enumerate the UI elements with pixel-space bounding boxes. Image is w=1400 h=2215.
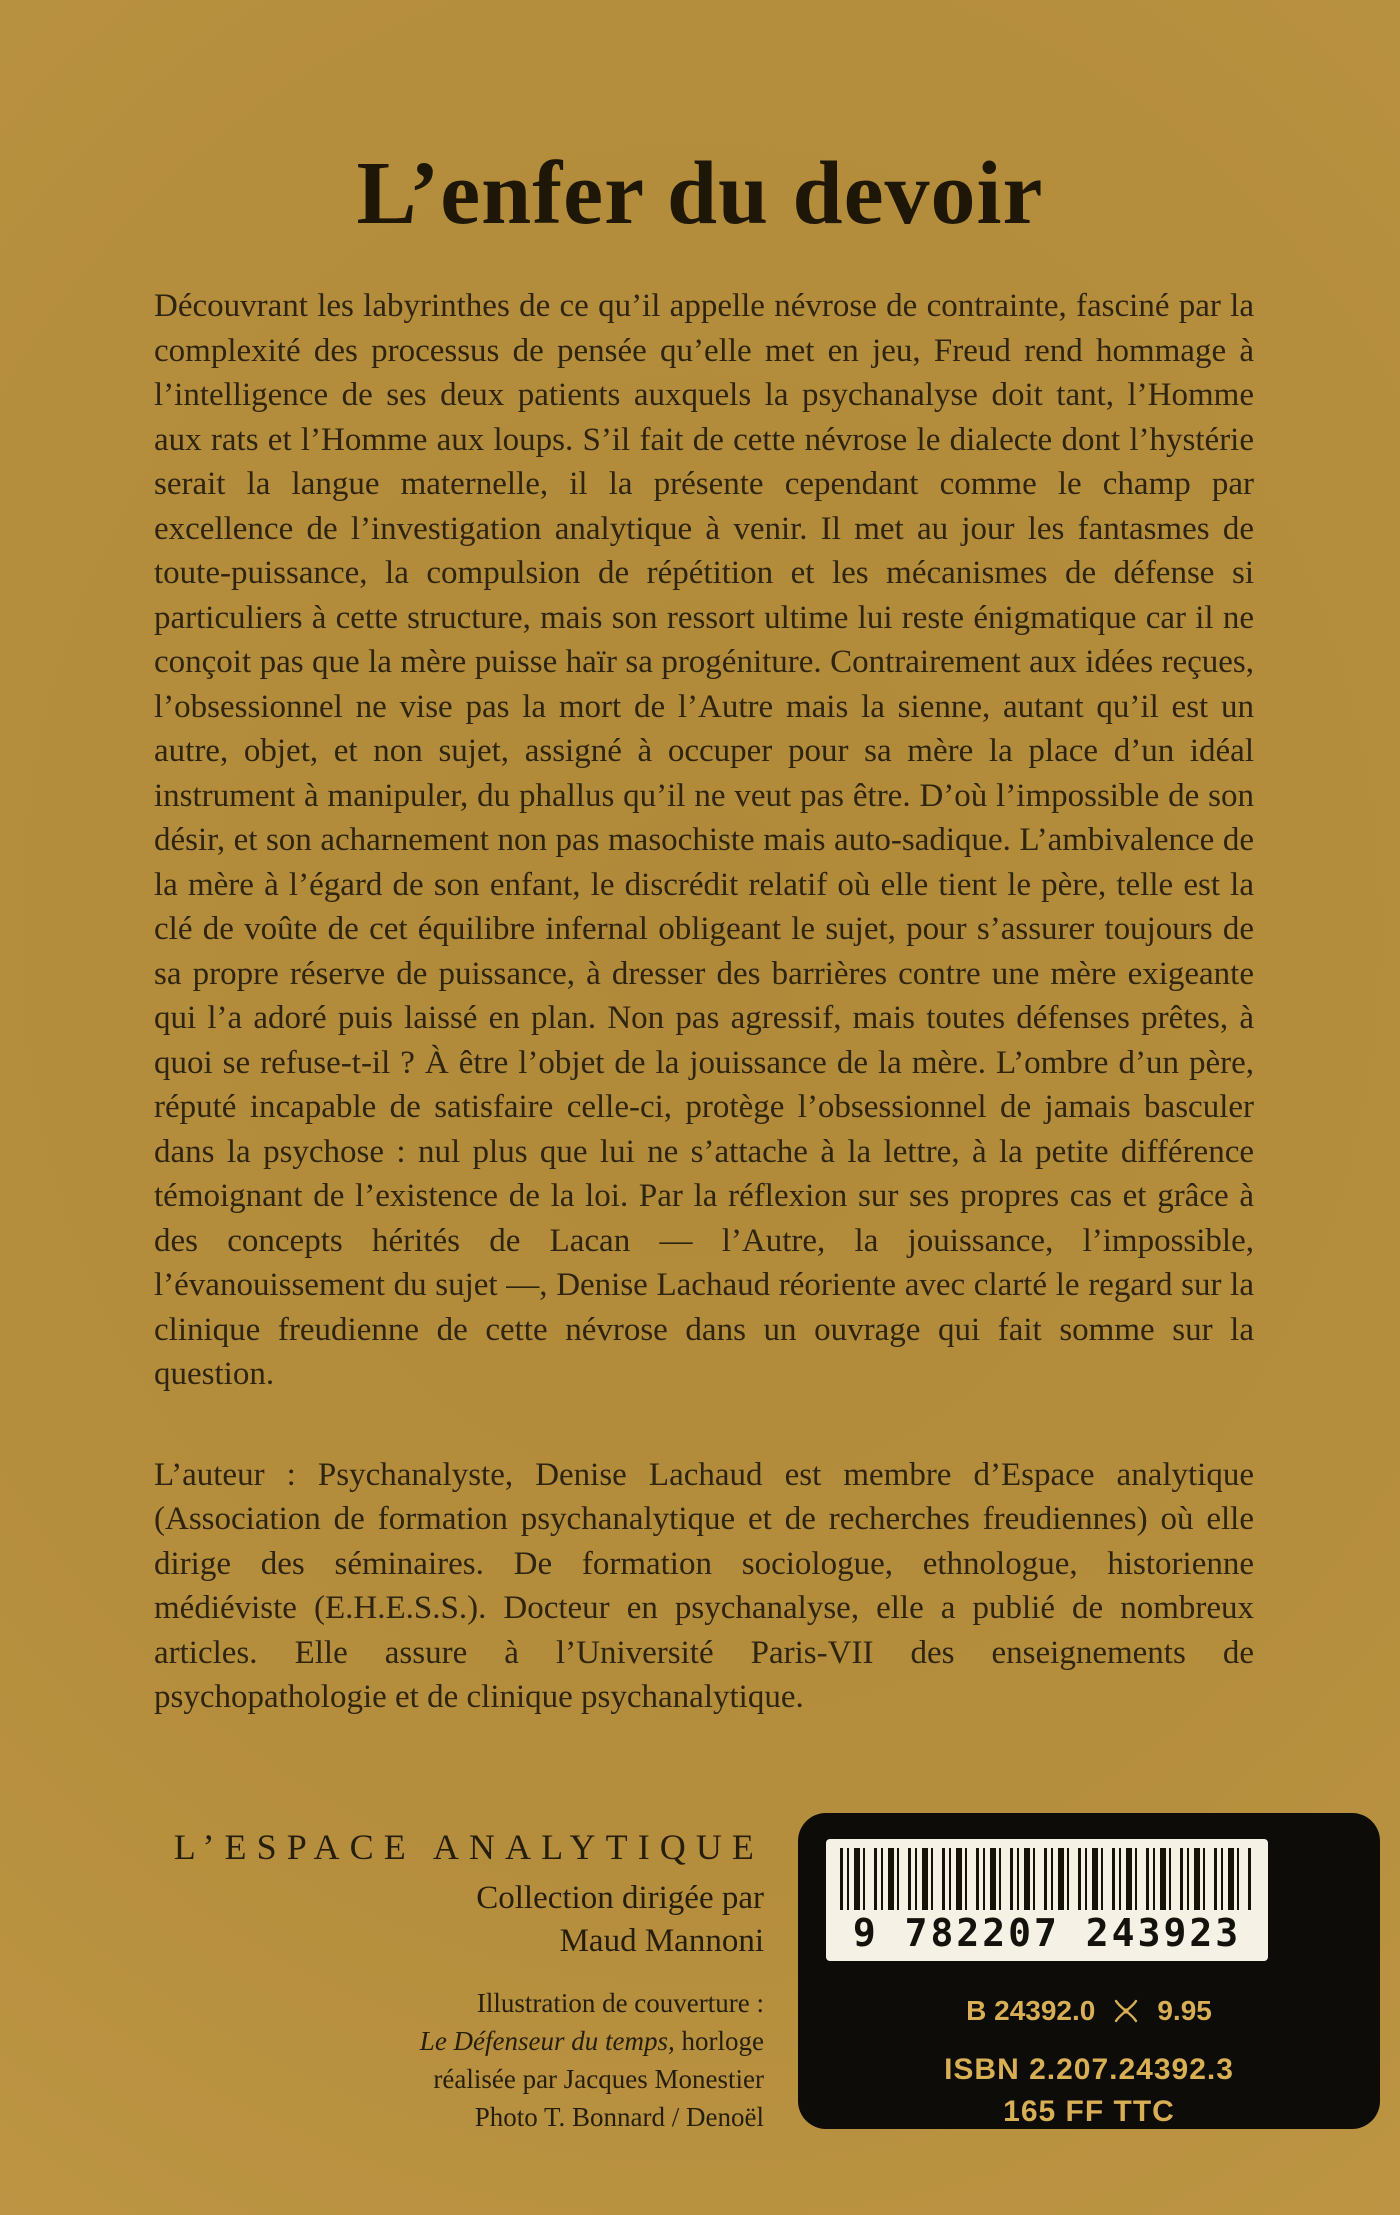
credit-line-2: [140, 2022, 764, 2060]
isbn-line: ISBN 2.207.24392.3: [944, 2053, 1234, 2086]
barcode-bars: [840, 1848, 1254, 1910]
collection-director: Maud Mannoni: [559, 1923, 764, 1959]
collection-block: [140, 1826, 764, 2136]
collection-directed-by: Collection dirigée par: [476, 1880, 764, 1916]
cover-credits: [140, 1984, 764, 2136]
publisher-mark-icon: [1111, 1998, 1141, 2024]
credit-line-4: Photo T. Bonnard / Denoël: [474, 2102, 764, 2132]
price-code: 9.95: [1157, 1995, 1212, 2026]
book-title: L’enfer du devoir: [356, 144, 1044, 243]
collection-name: L’ESPACE ANALYTIQUE: [173, 1827, 764, 1867]
barcode-panel: [798, 1813, 1380, 2129]
credit-artwork-type: horloge: [674, 2026, 764, 2056]
author-paragraph: L’auteur : Psychanalyste, Denise Lachaud est membre d’Espace analytique (Association de formation psychanalytique et de recherches freudiennes) où elle dirige des séminaires. De formation sociologue, ethnologue, historienne médiéviste (E.H.E.S.S.). Docteur en psychanalyse, elle a publié de nombreux articles. Elle assure à l’Université Paris-VII des enseignements de psychopathologie et de clinique psychanalytique.: [154, 1456, 1254, 1715]
credit-line-3: réalisée par Jacques Monestier: [433, 2064, 764, 2094]
back-cover-text: [154, 284, 1254, 1720]
ean-number: 9 782207 243923: [852, 1911, 1242, 1955]
ref-price-line: [798, 1995, 1380, 2027]
credit-artwork-title: Le Défenseur du temps,: [419, 2026, 675, 2056]
barcode-label: [826, 1839, 1268, 1961]
price-line: 165 FF TTC: [1003, 2095, 1175, 2128]
synopsis-paragraph: Découvrant les labyrinthes de ce qu’il appelle névrose de contrainte, fasciné par la complexité des processus de pensée qu’elle met en jeu, Freud rend hommage à l’intelligence de ses deux patients auxquels la psychanalyse doit tant, l’Homme aux rats et l’Homme aux loups. S’il fait de cette névrose le dialecte dont l’hystérie serait la langue maternelle, il la présente cependant comme le champ par excellence de l’investigation analytique à venir. Il met au jour les fantasmes de toute-puissance, la compulsion de répétition et les mécanismes de défense si particuliers à cette structure, mais son ressort ultime lui reste énigmatique car il ne conçoit pas que la mère puisse haïr sa progéniture. Contrairement aux idées reçues, l’obsessionnel ne vise pas la mort de l’Autre mais la sienne, autant qu’il est un autre, objet, et non sujet, assigné à occuper pour sa mère la place d’un idéal instrument à manipuler, du phallus qu’il ne veut pas être. D’où l’impossible de son désir, et son acharnement non pas masochiste mais auto-sadique. L’ambivalence de la mère à l’égard de son enfant, le discrédit relatif où elle tient le père, telle est la clé de voûte de cet équilibre infernal obligeant le sujet, pour s’assurer toujours de sa propre réserve de puissance, à dresser des barrières contre une mère exigeante qui l’a adoré puis laissé en plan. Non pas agressif, mais toutes défenses prêtes, à quoi se refuse-t-il ? À être l’objet de la jouissance de la mère. L’ombre d’un père, réputé incapable de satisfaire celle-ci, protège l’obsessionnel de jamais basculer dans la psychose : nul plus que lui ne s’attache à la lettre, à la petite différence témoignant de l’existence de la loi. Par la réflexion sur ses propres cas et grâce à des concepts hérités de Lacan — l’Autre, la jouissance, l’impossible, l’évanouissement du sujet —, Denise Lachaud réoriente avec clarté le regard sur la clinique freudienne de cette névrose dans un ouvrage qui fait somme sur la question.: [154, 288, 1254, 1392]
credit-line-1: Illustration de couverture :: [476, 1988, 764, 2018]
ref-number: B 24392.0: [966, 1995, 1096, 2026]
